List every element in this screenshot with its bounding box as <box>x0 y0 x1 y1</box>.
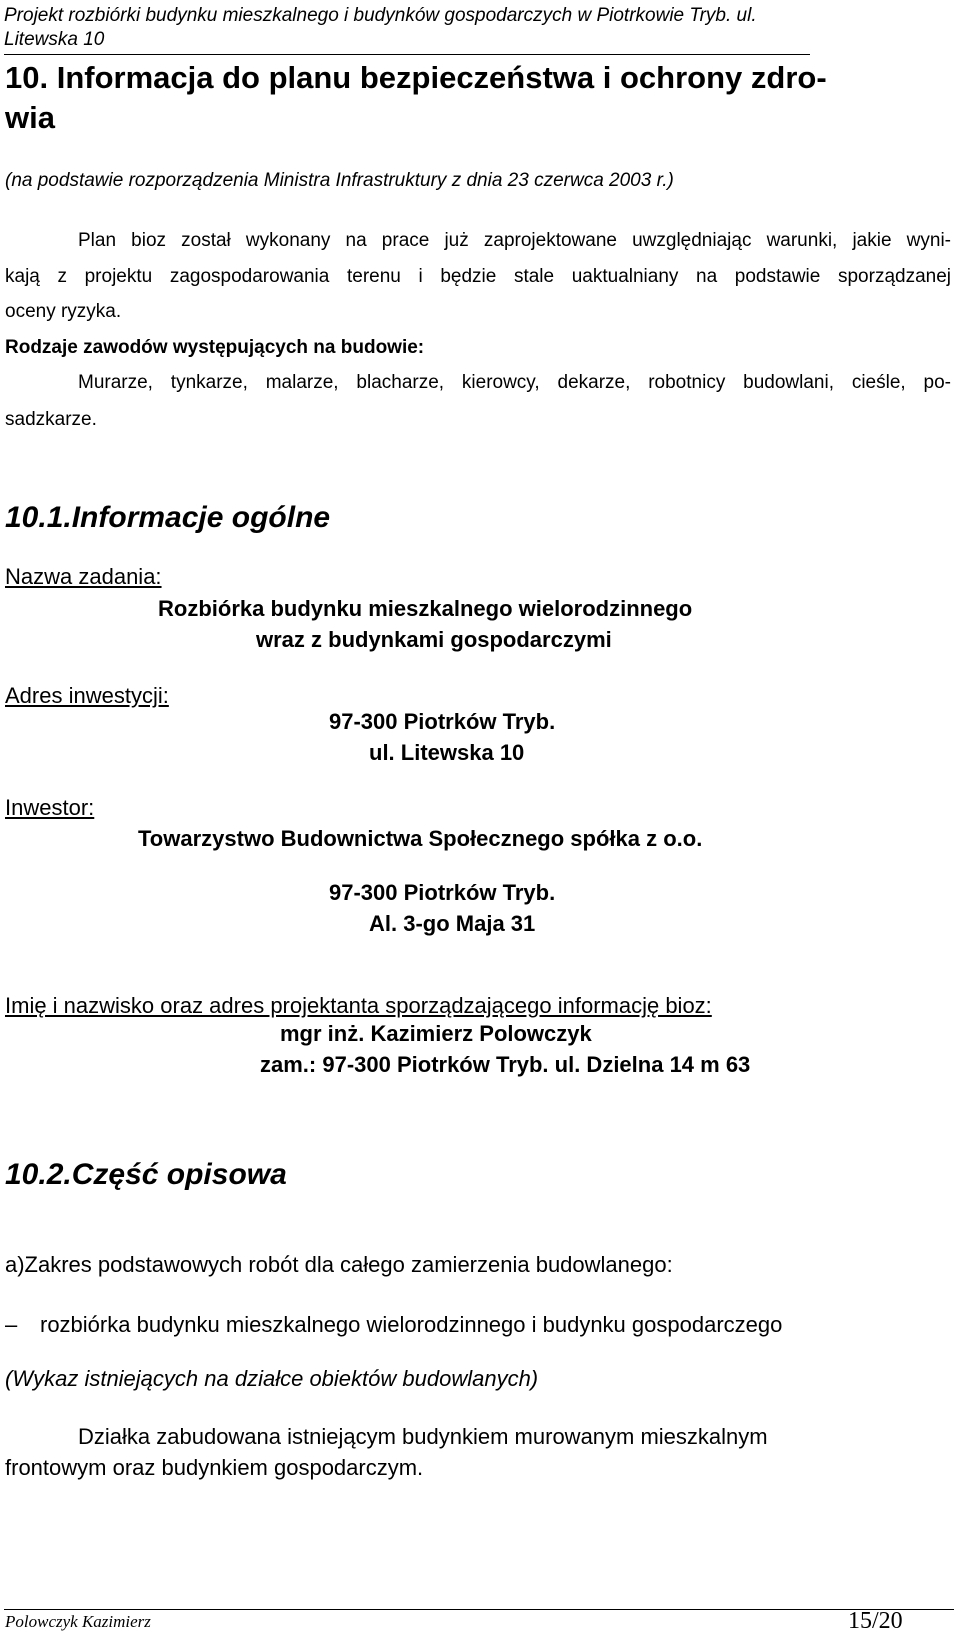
running-header-text: Projekt rozbiórki budynku mieszkalnego i budynków gospodarczych w Piotrkowie Tryb. ul. Litewska 10 <box>4 5 757 50</box>
investor-address-line: Al. 3-go Maja 31 <box>369 911 536 936</box>
designer-name: mgr inż. Kazimierz Polowczyk <box>280 1021 592 1046</box>
task-line: Rozbiórka budynku mieszkalnego wielorodzinnego <box>158 596 693 621</box>
address-label: Adres inwestycji: <box>5 683 169 708</box>
investor-address-line: 97-300 Piotrków Tryb. <box>329 880 556 905</box>
task-line: wraz z budynkami gospodarczymi <box>256 627 612 652</box>
plot-description-line: frontowym oraz budynkiem gospodarczym. <box>5 1455 424 1480</box>
section-10-subtitle: (na podstawie rozporządzenia Ministra Infrastruktury z dnia 23 czerwca 2003 r.) <box>5 170 674 191</box>
plot-description-line: Działka zabudowana istniejącym budynkiem murowanym mieszkalnym <box>78 1424 768 1449</box>
designer-label: Imię i nazwisko oraz adres projektanta sporządzającego informację bioz: <box>5 993 712 1018</box>
designer-address: zam.: 97-300 Piotrków Tryb. ul. Dzielna 14 m 63 <box>260 1052 751 1077</box>
professions-line: sadzkarze. <box>5 409 97 430</box>
bullet-item: rozbiórka budynku mieszkalnego wielorodzinnego i budynku gospodarczego <box>40 1312 783 1337</box>
paragraph-line: Plan bioz został wykonany na prace już zaprojektowane uwzględniając warunki, jakie wyni- <box>78 230 951 251</box>
section-10-2-title: 10.2.Część opisowa <box>5 1158 287 1191</box>
professions-line: Murarze, tynkarze, malarze, blacharze, kierowcy, dekarze, robotnicy budowlani, cieśle, po- <box>78 372 951 393</box>
section-10-title-line2: wia <box>5 100 55 135</box>
section-10-title-line1: 10. Informacja do planu bezpieczeństwa i ochrony zdro- <box>5 60 827 95</box>
investor-label: Inwestor: <box>5 795 95 820</box>
investor-name: Towarzystwo Budownictwa Społecznego spółka z o.o. <box>138 826 703 851</box>
address-line: ul. Litewska 10 <box>369 740 525 765</box>
paragraph-line: oceny ryzyka. <box>5 301 122 322</box>
objects-heading: (Wykaz istniejących na działce obiektów budowlanych) <box>5 1366 539 1391</box>
footer-author: Polowczyk Kazimierz <box>5 1612 151 1631</box>
page-number: 15/20 <box>848 1608 903 1634</box>
scope-heading: a)Zakres podstawowych robót dla całego zamierzenia budowlanego: <box>5 1252 673 1277</box>
task-label: Nazwa zadania: <box>5 564 162 589</box>
running-header <box>4 4 810 55</box>
address-line: 97-300 Piotrków Tryb. <box>329 709 556 734</box>
paragraph-line: kają z projektu zagospodarowania terenu i będzie stale uaktualniany na podstawie sporządzanej <box>5 266 951 287</box>
bullet-marker: – <box>5 1312 18 1337</box>
section-10-1-title: 10.1.Informacje ogólne <box>5 501 331 534</box>
footer-rule <box>4 1609 954 1610</box>
professions-heading: Rodzaje zawodów występujących na budowie: <box>5 337 425 358</box>
